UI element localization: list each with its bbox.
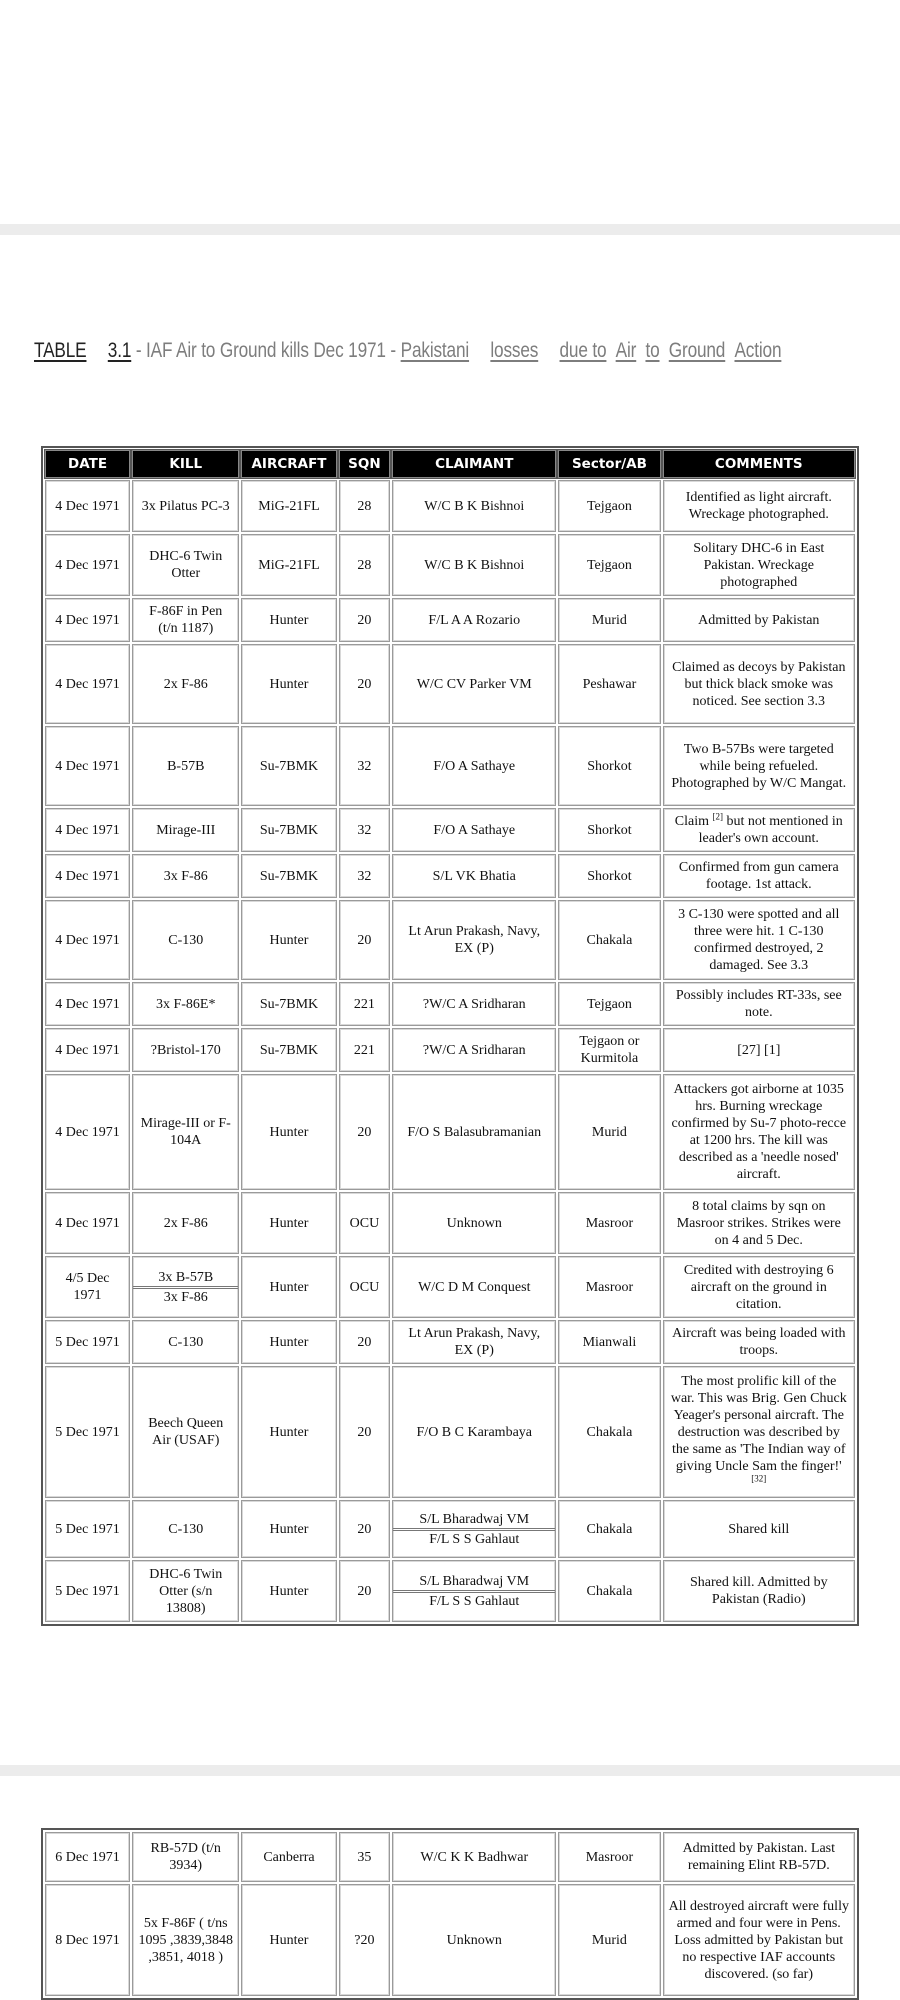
table-row: [45, 900, 855, 980]
cell-sector: Shorkot: [558, 726, 660, 806]
cell-comments: 3 C-130 were spotted and all three were hit. 1 C-130 confirmed destroyed, 2 damaged. See 3.3: [663, 900, 855, 980]
cell-sector: Murid: [558, 1884, 660, 1996]
cell-comments: [663, 808, 855, 852]
kill-line: 3x F-86: [133, 1286, 238, 1306]
claimant-line: F/L S S Gahlaut: [393, 1528, 555, 1548]
table-row: [45, 534, 855, 596]
cell-claimant: W/C B K Bishnoi: [392, 480, 556, 532]
cell-date: 4 Dec 1971: [45, 598, 130, 642]
cell-comments: Solitary DHC-6 in East Pakistan. Wreckage photographed: [663, 534, 855, 596]
table-row: [45, 1366, 855, 1498]
table-row: [45, 1500, 855, 1558]
caption-title: - IAF Air to Ground kills Dec 1971 -: [135, 339, 397, 362]
cell-sector: Chakala: [558, 1560, 660, 1622]
cell-claimant: W/C D M Conquest: [392, 1256, 556, 1318]
cell-aircraft: Hunter: [241, 1366, 336, 1498]
cell-sqn: 28: [339, 480, 391, 532]
cell-comments: Shared kill: [663, 1500, 855, 1558]
cell-sector: Tejgaon: [558, 480, 660, 532]
caption-number: 3.1: [107, 339, 132, 362]
table-row: [45, 1028, 855, 1072]
cell-date: 4 Dec 1971: [45, 808, 130, 852]
cell-claimant: Unknown: [392, 1884, 556, 1996]
caption-table-word: TABLE: [34, 339, 87, 362]
cell-sqn: 32: [339, 726, 391, 806]
cell-aircraft: Su-7BMK: [241, 808, 336, 852]
table-row: [45, 1884, 855, 1996]
cell-sqn: 32: [339, 808, 391, 852]
cell-claimant: S/L VK Bhatia: [392, 854, 556, 898]
cell-date: 4 Dec 1971: [45, 534, 130, 596]
cell-aircraft: Hunter: [241, 598, 336, 642]
cell-claimant: ?W/C A Sridharan: [392, 1028, 556, 1072]
cell-date: 4 Dec 1971: [45, 900, 130, 980]
cell-date: 5 Dec 1971: [45, 1560, 130, 1622]
caption-subtitle-4: Air: [615, 339, 637, 362]
cell-kill: 3x Pilatus PC-3: [132, 480, 239, 532]
cell-sector: Masroor: [558, 1832, 660, 1882]
cell-aircraft: Hunter: [241, 1192, 336, 1254]
table-row: [45, 1192, 855, 1254]
cell-aircraft: MiG-21FL: [241, 480, 336, 532]
cell-comments: 8 total claims by sqn on Masroor strikes. Strikes were on 4 and 5 Dec.: [663, 1192, 855, 1254]
table-row: [45, 1832, 855, 1882]
claimant-line: S/L Bharadwaj VM: [419, 1573, 530, 1589]
cell-sector: Murid: [558, 1074, 660, 1190]
claimant-line: F/L S S Gahlaut: [393, 1590, 555, 1610]
cell-sqn: 20: [339, 598, 391, 642]
cell-kill: C-130: [132, 900, 239, 980]
caption-subtitle-6: Ground: [668, 339, 726, 362]
cell-kill: 2x F-86: [132, 644, 239, 724]
cell-comments: Claimed as decoys by Pakistan but thick black smoke was noticed. See section 3.3: [663, 644, 855, 724]
table-row: [45, 598, 855, 642]
cell-comments: Possibly includes RT-33s, see note.: [663, 982, 855, 1026]
cell-claimant: Unknown: [392, 1192, 556, 1254]
cell-sector: Tejgaon or Kurmitola: [558, 1028, 660, 1072]
cell-kill: C-130: [132, 1500, 239, 1558]
cell-aircraft: Hunter: [241, 1256, 336, 1318]
cell-date: 4/5 Dec 1971: [45, 1256, 130, 1318]
cell-aircraft: Hunter: [241, 1884, 336, 1996]
cell-sqn: 20: [339, 644, 391, 724]
comment-text: but not mentioned in leader's own account.: [698, 814, 843, 846]
cell-kill: Beech Queen Air (USAF): [132, 1366, 239, 1498]
cell-sector: Tejgaon: [558, 534, 660, 596]
col-header-date: DATE: [45, 450, 130, 478]
cell-aircraft: Su-7BMK: [241, 982, 336, 1026]
cell-kill: 2x F-86: [132, 1192, 239, 1254]
col-header-comments: COMMENTS: [663, 450, 855, 478]
cell-aircraft: Hunter: [241, 644, 336, 724]
cell-aircraft: Su-7BMK: [241, 726, 336, 806]
cell-comments: Confirmed from gun camera footage. 1st attack.: [663, 854, 855, 898]
cell-sector: Tejgaon: [558, 982, 660, 1026]
cell-date: 4 Dec 1971: [45, 1192, 130, 1254]
cell-kill: DHC-6 Twin Otter (s/n 13808): [132, 1560, 239, 1622]
cell-claimant: F/O A Sathaye: [392, 726, 556, 806]
cell-sqn: 20: [339, 1500, 391, 1558]
cell-comments: Attackers got airborne at 1035 hrs. Burning wreckage confirmed by Su-7 photo-recce at 1200 hrs. The kill was described as a 'needle nosed' aircraft.: [663, 1074, 855, 1190]
cell-date: 4 Dec 1971: [45, 982, 130, 1026]
cell-claimant: [392, 1500, 556, 1558]
header-row: [45, 450, 855, 478]
cell-sector: Masroor: [558, 1256, 660, 1318]
cell-kill: B-57B: [132, 726, 239, 806]
cell-comments: Two B-57Bs were targeted while being refueled. Photographed by W/C Mangat.: [663, 726, 855, 806]
cell-aircraft: Canberra: [241, 1832, 336, 1882]
cell-kill: RB-57D (t/n 3934): [132, 1832, 239, 1882]
cell-aircraft: Hunter: [241, 1560, 336, 1622]
page-separator-bottom: [0, 1765, 900, 1776]
cell-aircraft: Hunter: [241, 1320, 336, 1364]
cell-kill: F-86F in Pen (t/n 1187): [132, 598, 239, 642]
caption-subtitle-3: due to: [559, 339, 607, 362]
cell-sqn: 20: [339, 900, 391, 980]
cell-date: 4 Dec 1971: [45, 644, 130, 724]
cell-aircraft: Su-7BMK: [241, 854, 336, 898]
comment-text: Claim: [674, 814, 713, 829]
cell-aircraft: Hunter: [241, 900, 336, 980]
col-header-kill: KILL: [132, 450, 239, 478]
cell-kill: Mirage-III or F-104A: [132, 1074, 239, 1190]
kill-line: 3x B-57B: [158, 1269, 214, 1285]
kills-table-continued: [41, 1828, 859, 2000]
cell-sqn: 20: [339, 1560, 391, 1622]
cell-kill: [132, 1256, 239, 1318]
cell-sector: Shorkot: [558, 808, 660, 852]
cell-aircraft: MiG-21FL: [241, 534, 336, 596]
cell-sector: Shorkot: [558, 854, 660, 898]
cell-claimant: F/O A Sathaye: [392, 808, 556, 852]
cell-kill: DHC-6 Twin Otter: [132, 534, 239, 596]
kills-table: [41, 446, 859, 1626]
cell-kill: ?Bristol-170: [132, 1028, 239, 1072]
cell-sqn: OCU: [339, 1256, 391, 1318]
cell-sector: Chakala: [558, 1366, 660, 1498]
cell-sector: Masroor: [558, 1192, 660, 1254]
cell-claimant: W/C B K Bishnoi: [392, 534, 556, 596]
claimant-line: S/L Bharadwaj VM: [419, 1511, 530, 1527]
cell-date: 4 Dec 1971: [45, 480, 130, 532]
cell-comments: Credited with destroying 6 aircraft on the ground in citation.: [663, 1256, 855, 1318]
col-header-sector: Sector/AB: [558, 450, 660, 478]
cell-claimant: [392, 1560, 556, 1622]
table-row: [45, 1560, 855, 1622]
caption-subtitle-7: Action: [734, 339, 782, 362]
cell-sector: Mianwali: [558, 1320, 660, 1364]
table-caption: [34, 339, 781, 363]
cell-claimant: F/O S Balasubramanian: [392, 1074, 556, 1190]
table-row: [45, 480, 855, 532]
cell-comments[interactable]: [27] [1]: [663, 1028, 855, 1072]
cell-kill: 3x F-86E*: [132, 982, 239, 1026]
table-row: [45, 1320, 855, 1364]
cell-sqn: OCU: [339, 1192, 391, 1254]
caption-subtitle-2: losses: [490, 339, 539, 362]
cell-comments: Aircraft was being loaded with troops.: [663, 1320, 855, 1364]
table-row: [45, 726, 855, 806]
cell-comments: Admitted by Pakistan: [663, 598, 855, 642]
cell-comments: All destroyed aircraft were fully armed and four were in Pens. Loss admitted by Pakistan but no respective IAF accounts discovered. (so far): [663, 1884, 855, 1996]
cell-sqn: 20: [339, 1320, 391, 1364]
caption-subtitle-1: Pakistani: [400, 339, 470, 362]
cell-sqn: 221: [339, 982, 391, 1026]
cell-comments: [663, 1366, 855, 1498]
cell-sqn: 32: [339, 854, 391, 898]
cell-sqn: 35: [339, 1832, 391, 1882]
cell-sqn: 221: [339, 1028, 391, 1072]
cell-comments: Admitted by Pakistan. Last remaining Elint RB-57D.: [663, 1832, 855, 1882]
footnote-ref[interactable]: [2]: [712, 811, 724, 822]
cell-kill: C-130: [132, 1320, 239, 1364]
comment-text: The most prolific kill of the war. This was Brig. Gen Chuck Yeager's personal aircraft. The destruction was described by the same as 'The Indian way of giving Uncle Sam the finger!': [670, 1373, 847, 1474]
cell-date: 5 Dec 1971: [45, 1500, 130, 1558]
cell-date: 4 Dec 1971: [45, 854, 130, 898]
caption-subtitle-5: to: [645, 339, 660, 362]
cell-sector: Peshawar: [558, 644, 660, 724]
col-header-claimant: CLAIMANT: [392, 450, 556, 478]
cell-date: 8 Dec 1971: [45, 1884, 130, 1996]
cell-comments: Shared kill. Admitted by Pakistan (Radio): [663, 1560, 855, 1622]
cell-claimant: ?W/C A Sridharan: [392, 982, 556, 1026]
cell-date: 5 Dec 1971: [45, 1366, 130, 1498]
table-row: [45, 808, 855, 852]
cell-sqn: 20: [339, 1366, 391, 1498]
cell-sector: Chakala: [558, 900, 660, 980]
table-row: [45, 644, 855, 724]
cell-comments: Identified as light aircraft. Wreckage photographed.: [663, 480, 855, 532]
cell-claimant: Lt Arun Prakash, Navy, EX (P): [392, 900, 556, 980]
cell-sqn: 20: [339, 1074, 391, 1190]
cell-date: 4 Dec 1971: [45, 726, 130, 806]
cell-sector: Chakala: [558, 1500, 660, 1558]
cell-aircraft: Hunter: [241, 1500, 336, 1558]
page-separator-top: [0, 224, 900, 235]
cell-aircraft: Hunter: [241, 1074, 336, 1190]
cell-claimant: W/C CV Parker VM: [392, 644, 556, 724]
cell-claimant: F/O B C Karambaya: [392, 1366, 556, 1498]
table-row: [45, 854, 855, 898]
cell-aircraft: Su-7BMK: [241, 1028, 336, 1072]
cell-sector: Murid: [558, 598, 660, 642]
col-header-aircraft: AIRCRAFT: [241, 450, 336, 478]
cell-sqn: 28: [339, 534, 391, 596]
cell-claimant: Lt Arun Prakash, Navy, EX (P): [392, 1320, 556, 1364]
cell-kill: 5x F-86F ( t/ns 1095 ,3839,3848 ,3851, 4018 ): [132, 1884, 239, 1996]
cell-sqn: ?20: [339, 1884, 391, 1996]
cell-date: 6 Dec 1971: [45, 1832, 130, 1882]
cell-claimant: F/L A A Rozario: [392, 598, 556, 642]
footnote-ref[interactable]: [32]: [751, 1472, 767, 1483]
table-row: [45, 1074, 855, 1190]
cell-date: 5 Dec 1971: [45, 1320, 130, 1364]
col-header-sqn: SQN: [339, 450, 391, 478]
cell-claimant: W/C K K Badhwar: [392, 1832, 556, 1882]
cell-date: 4 Dec 1971: [45, 1074, 130, 1190]
table-row: [45, 982, 855, 1026]
table-row: [45, 1256, 855, 1318]
cell-kill: Mirage-III: [132, 808, 239, 852]
cell-date: 4 Dec 1971: [45, 1028, 130, 1072]
cell-kill: 3x F-86: [132, 854, 239, 898]
